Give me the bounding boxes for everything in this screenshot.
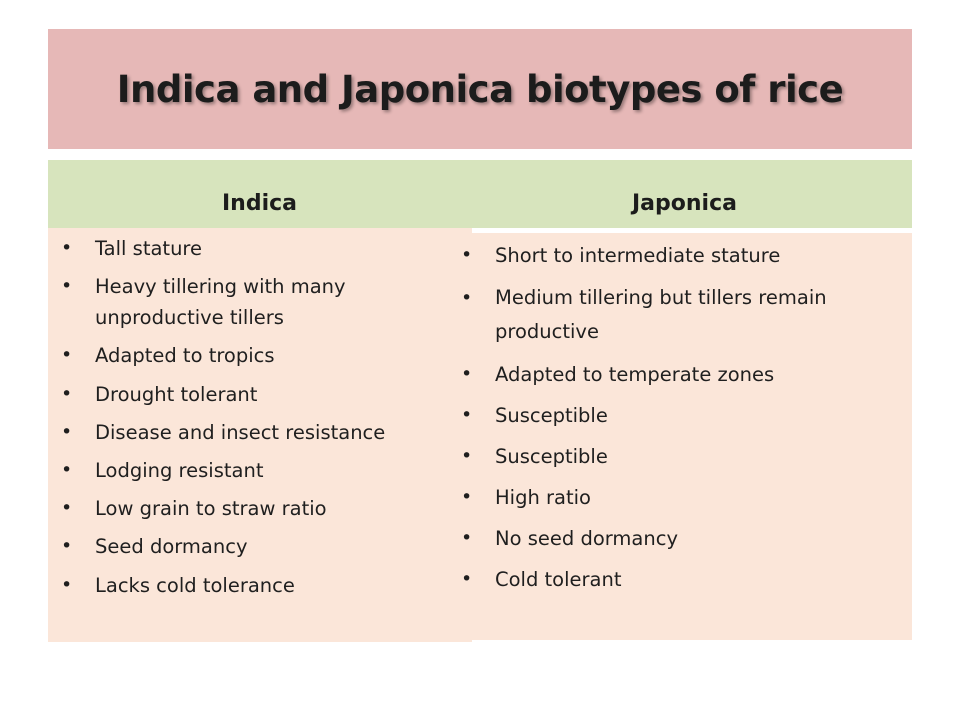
bullet-icon: • <box>61 535 73 558</box>
list-item <box>61 340 461 371</box>
list-item <box>61 455 461 486</box>
list-item <box>61 531 461 562</box>
list-item <box>461 359 911 390</box>
trait-text: No seed dormancy <box>495 527 678 550</box>
bullet-icon: • <box>61 497 73 520</box>
bullet-icon: • <box>461 363 473 385</box>
trait-text: Cold tolerant <box>495 568 622 591</box>
bullet-icon: • <box>61 420 73 443</box>
japonica-header: Japonica <box>632 191 737 216</box>
list-item <box>61 233 461 264</box>
list-item <box>461 441 911 472</box>
indica-header: Indica <box>222 191 298 216</box>
bullet-icon: • <box>61 237 73 259</box>
trait-text: Lacks cold tolerance <box>95 573 295 597</box>
list-item <box>461 240 911 271</box>
bullet-icon: • <box>461 244 473 266</box>
trait-text: Adapted to temperate zones <box>495 363 775 386</box>
japonica-trait-list <box>461 240 911 605</box>
trait-text: Heavy tillering with many unproductive tillers <box>95 275 346 330</box>
bullet-icon: • <box>461 527 473 549</box>
trait-text: Tall stature <box>95 237 203 260</box>
bullet-icon: • <box>61 275 73 298</box>
list-item <box>61 570 461 601</box>
list-item <box>461 523 911 554</box>
trait-text: Seed dormancy <box>95 535 248 559</box>
list-item <box>61 417 461 448</box>
trait-text: High ratio <box>495 486 591 509</box>
list-item <box>61 493 461 524</box>
list-item <box>461 281 911 349</box>
list-item <box>461 482 911 513</box>
bullet-icon: • <box>461 568 473 590</box>
bullet-icon: • <box>61 573 73 596</box>
trait-text: Low grain to straw ratio <box>95 497 327 521</box>
trait-text: Disease and insect resistance <box>95 420 386 444</box>
trait-text: Short to intermediate stature <box>495 244 781 267</box>
trait-text: Drought tolerant <box>95 382 258 406</box>
bullet-icon: • <box>461 486 473 508</box>
list-item <box>61 379 461 410</box>
list-item <box>61 271 461 333</box>
list-item <box>461 400 911 431</box>
trait-text: Lodging resistant <box>95 458 264 482</box>
bullet-icon: • <box>461 445 473 467</box>
bullet-icon: • <box>461 287 473 309</box>
trait-text: Susceptible <box>495 445 608 468</box>
list-item <box>461 564 911 595</box>
trait-text: Medium tillering but tillers remain productive <box>495 286 827 343</box>
bullet-icon: • <box>61 382 73 405</box>
bullet-icon: • <box>61 458 73 481</box>
bullet-icon: • <box>461 404 473 426</box>
trait-text: Adapted to tropics <box>95 344 275 368</box>
trait-text: Susceptible <box>495 404 608 427</box>
title-banner <box>48 29 912 149</box>
bullet-icon: • <box>61 344 73 367</box>
slide-title: Indica and Japonica biotypes of rice <box>116 67 844 111</box>
indica-trait-list <box>61 233 461 608</box>
column-header-band <box>48 160 912 228</box>
